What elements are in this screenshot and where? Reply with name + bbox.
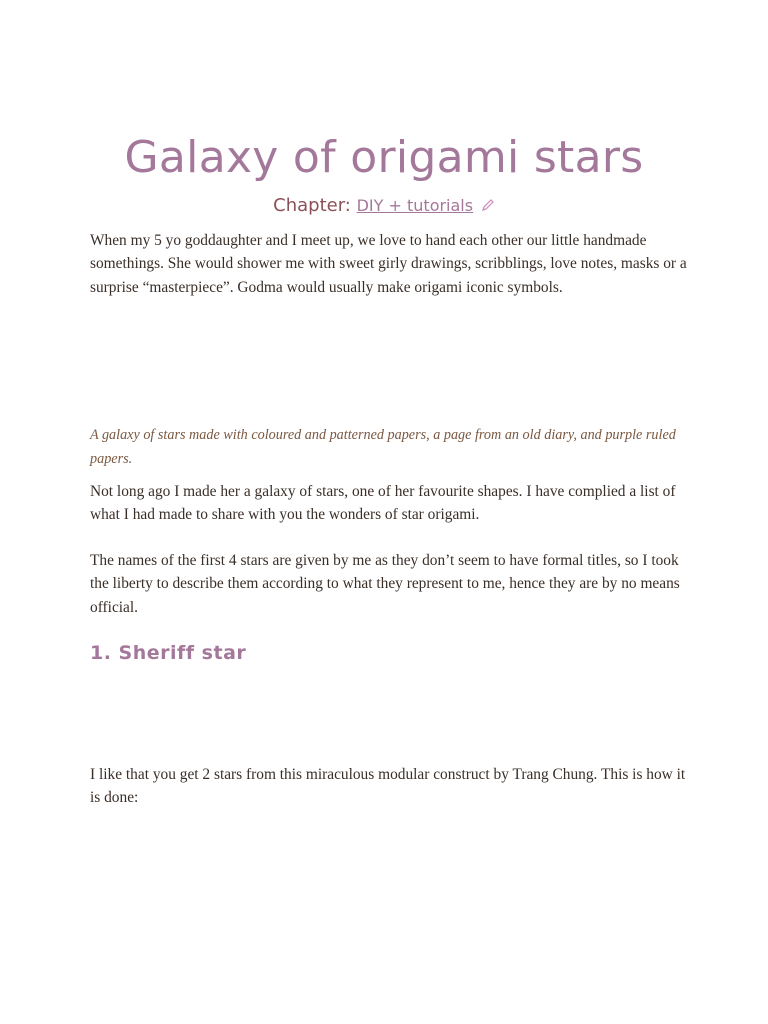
image-caption: A galaxy of stars made with coloured and patterned papers, a page from an old diary, and purple ruled papers. [90,427,676,467]
page-title: Galaxy of origami stars [124,132,644,183]
chapter-line [0,193,768,219]
paragraph-names: The names of the first 4 stars are given by me as they don’t seem to have formal titles, so I took the liberty to describe them according to what they represent to me, hence they are by no means official. [90,552,680,616]
paragraph-galaxy: Not long ago I made her a galaxy of stars, one of her favourite shapes. I have complied a list of what I had made to share with you the wonders of star origami. [90,483,676,524]
paragraph-modular: I like that you get 2 stars from this miraculous modular construct by Trang Chung. This is how it is done: [90,766,686,807]
section-heading-sheriff-star: 1. Sheriff star [90,642,247,664]
chapter-label: Chapter: [273,195,351,216]
chapter-link[interactable]: DIY + tutorials [356,196,474,215]
pencil-icon[interactable] [481,198,495,212]
intro-paragraph: When my 5 yo goddaughter and I meet up, we love to hand each other our little handmade somethings. She would shower me with sweet girly drawings, scribblings, love notes, masks or a surprise “masterpiece”. Godma would usually make origami iconic symbols. [90,232,687,296]
